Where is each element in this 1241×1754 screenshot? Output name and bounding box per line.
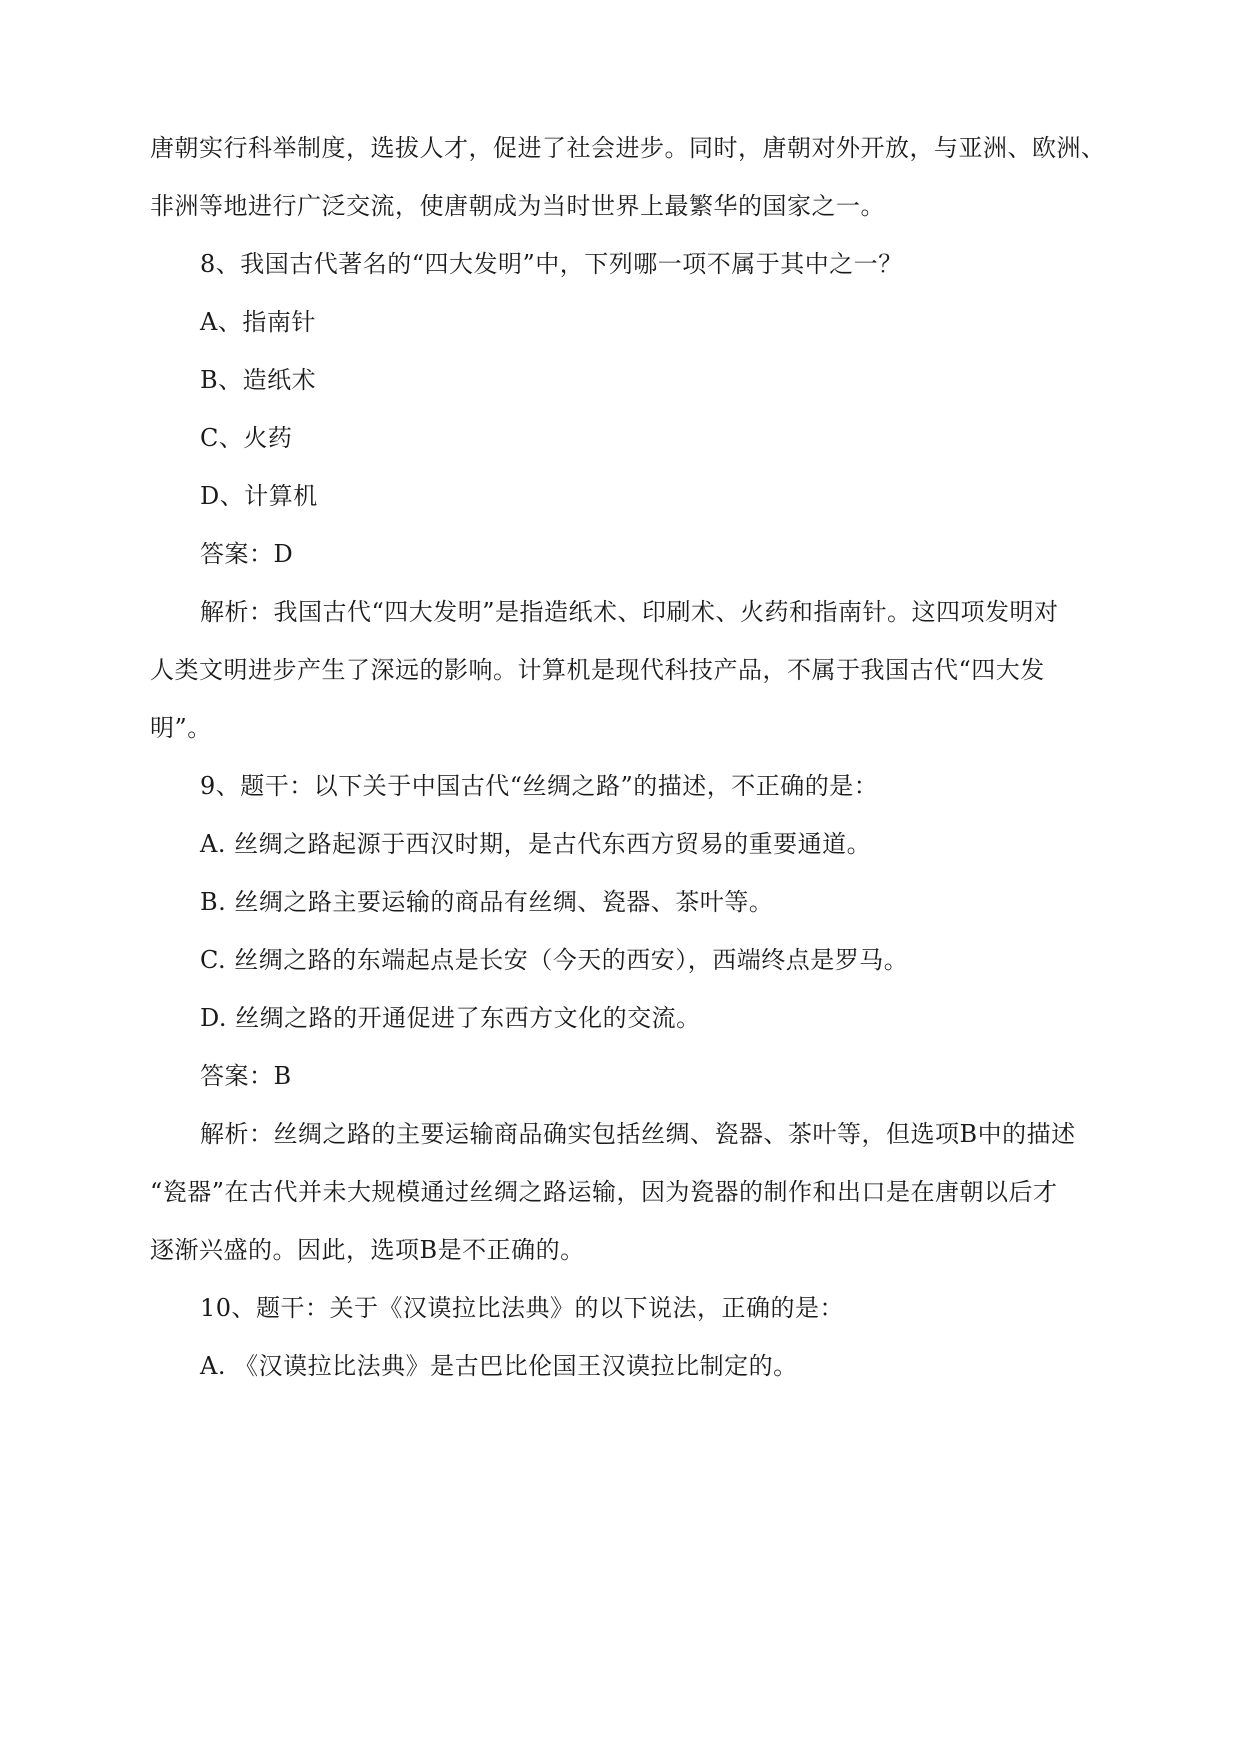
question-9-option-c: C. 丝绸之路的东端起点是长安（今天的西安），西端终点是罗马。 — [200, 946, 909, 974]
question-8-explanation-line: 解析：我国古代“四大发明”是指造纸术、印刷术、火药和指南针。这四项发明对 — [200, 598, 1059, 626]
question-10-option-a: A. 《汉谟拉比法典》是古巴比伦国王汉谟拉比制定的。 — [200, 1352, 798, 1380]
question-9-explanation-line: “瓷器”在古代并未大规模通过丝绸之路运输，因为瓷器的制作和出口是在唐朝以后才 — [150, 1178, 1058, 1206]
question-9-stem: 9、题干：以下关于中国古代“丝绸之路”的描述，不正确的是： — [200, 772, 879, 800]
question-9-option-a: A. 丝绸之路起源于西汉时期，是古代东西方贸易的重要通道。 — [200, 830, 872, 858]
question-8-option-c: C、火药 — [200, 424, 293, 452]
question-9-option-d: D. 丝绸之路的开通促进了东西方文化的交流。 — [200, 1004, 701, 1032]
question-9-explanation-line: 解析：丝绸之路的主要运输商品确实包括丝绸、瓷器、茶叶等，但选项B中的描述 — [200, 1120, 1076, 1148]
question-8-option-d: D、计算机 — [200, 482, 318, 510]
question-8-answer: 答案：D — [200, 540, 294, 568]
question-8-option-b: B、造纸术 — [200, 366, 317, 394]
question-9-answer: 答案：B — [200, 1062, 292, 1090]
question-10-stem: 10、题干：关于《汉谟拉比法典》的以下说法，正确的是： — [200, 1294, 845, 1322]
question-9-option-b: B. 丝绸之路主要运输的商品有丝绸、瓷器、茶叶等。 — [200, 888, 774, 916]
question-8-option-a: A、指南针 — [200, 308, 316, 336]
paragraph-line: 非洲等地进行广泛交流，使唐朝成为当时世界上最繁华的国家之一。 — [150, 192, 885, 220]
question-9-explanation-line: 逐渐兴盛的。因此，选项B是不正确的。 — [150, 1236, 585, 1264]
question-8-stem: 8、我国古代著名的“四大发明”中，下列哪一项不属于其中之一？ — [200, 250, 903, 278]
question-8-explanation-line: 人类文明进步产生了深远的影响。计算机是现代科技产品，不属于我国古代“四大发 — [150, 656, 1045, 684]
paragraph-line: 唐朝实行科举制度，选拔人才，促进了社会进步。同时，唐朝对外开放，与亚洲、欧洲、 — [150, 134, 1106, 162]
question-8-explanation-line: 明”。 — [150, 714, 212, 742]
